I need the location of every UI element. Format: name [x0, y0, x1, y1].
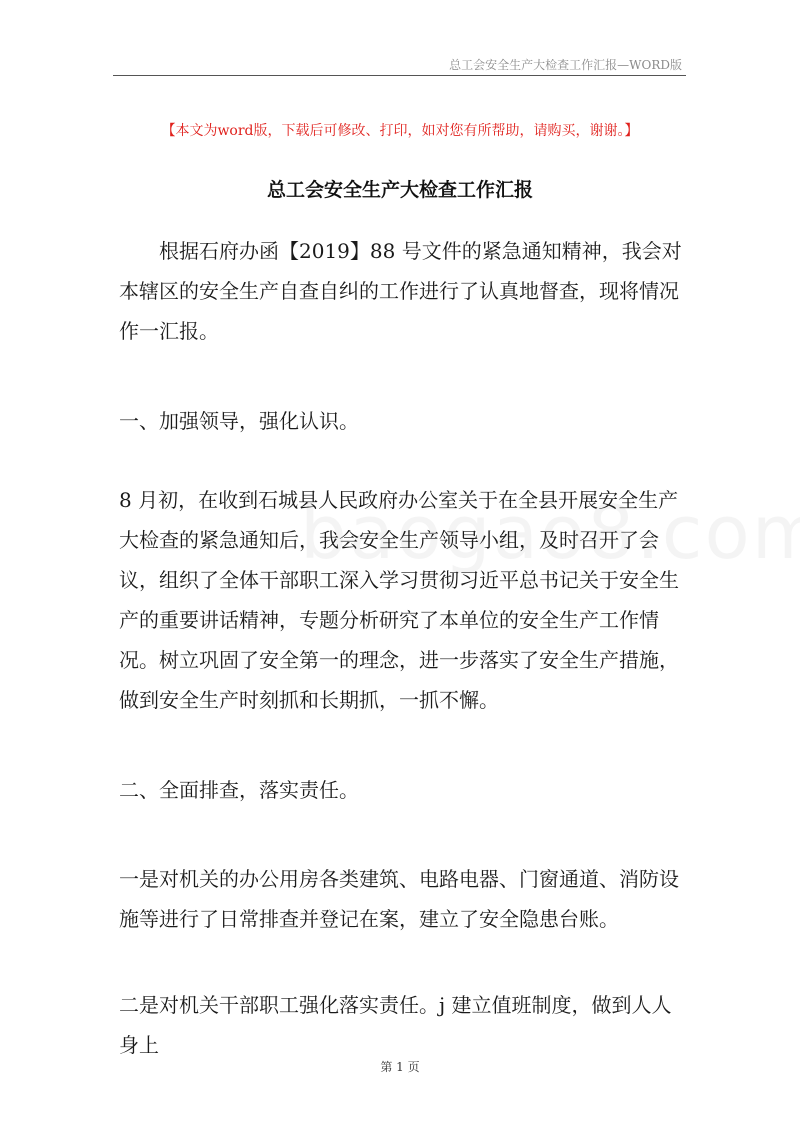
paragraph-item-1: 一是对机关的办公用房各类建筑、电路电器、门窗通道、消防设施等进行了日常排查并登记在案，建立了安全隐患台账。 [119, 867, 679, 931]
paragraph-intro: 根据石府办函【2019】88 号文件的紧急通知精神，我会对本辖区的安全生产自查自纠的工作进行了认真地督查，现将情况作一汇报。 [119, 239, 682, 343]
section-heading-2: 二、全面排查，落实责任。 [119, 778, 359, 802]
running-header-title: 总工会安全生产大检查工作汇报—WORD版 [449, 58, 682, 72]
paragraph-item-2: 二是对机关干部职工强化落实责任。j 建立值班制度，做到人人身上 [119, 993, 672, 1057]
section-heading-1: 一、加强领导，强化认识。 [119, 409, 359, 433]
purchase-notice: 【本文为word版，下载后可修改、打印，如对您有所帮助，请购买，谢谢。】 [161, 123, 639, 139]
paragraph-section-1: 8 月初，在收到石城县人民政府办公室关于在全县开展安全生产大检查的紧急通知后，我会安全生产领导小组，及时召开了会议，组织了全体干部职工深入学习贯彻习近平总书记关于安全生产的重要讲话精神，专题分析研究了本单位的安全生产工作情况。树立巩固了安全第一的理念，进一步落实了安全生产措施，做到安全生产时刻抓和长期抓，一抓不懈。 [119, 488, 679, 712]
page-number: 第 1 页 [380, 1060, 420, 1074]
document-title: 总工会安全生产大检查工作汇报 [266, 179, 533, 201]
header-divider [113, 75, 686, 76]
